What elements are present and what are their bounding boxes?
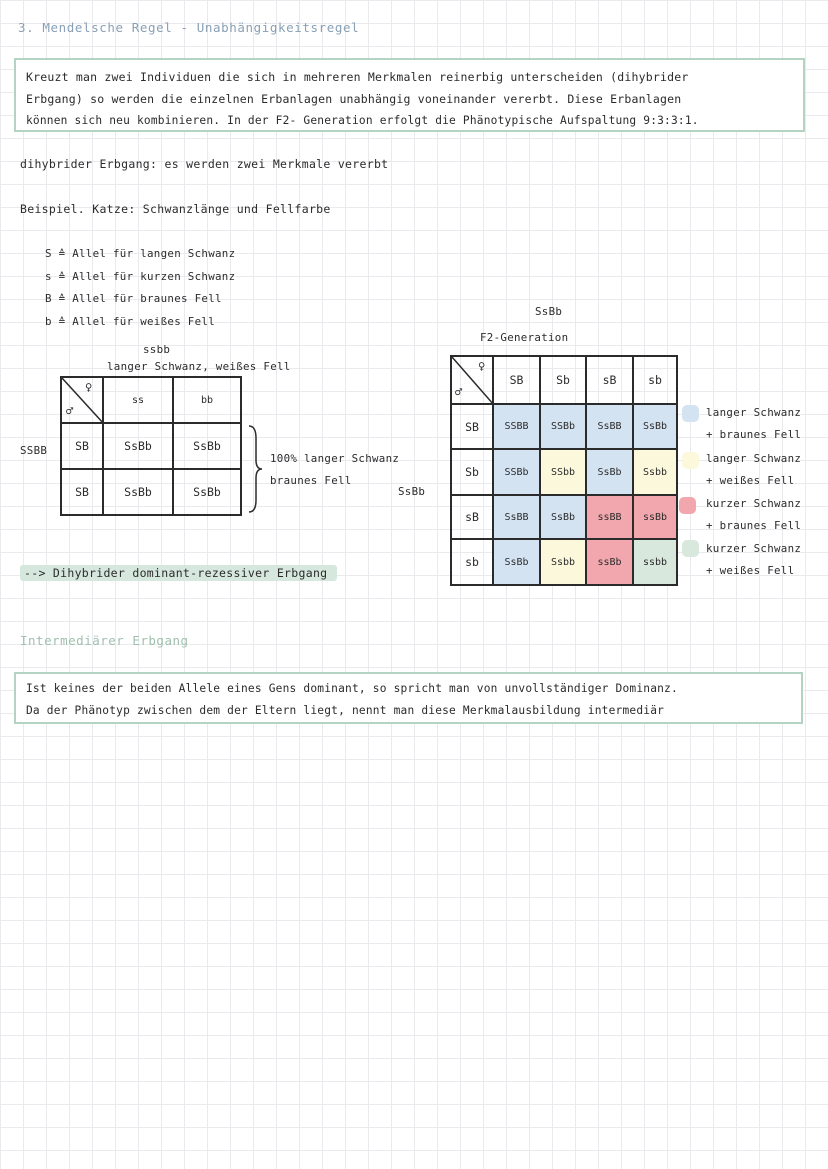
p-female-genotype: ssbb (143, 343, 171, 356)
f2-cell: SsBB (493, 495, 540, 539)
p-cell: SsBb (103, 423, 173, 469)
p-female-phenotype: langer Schwanz, weißes Fell (107, 360, 291, 373)
dominant-recessive-note (20, 566, 337, 580)
legend-entry (706, 493, 801, 537)
f2-cell: Ssbb (540, 539, 586, 585)
legend-entry (706, 402, 801, 446)
p-col-header: bb (173, 377, 241, 423)
p-corner-cell (61, 377, 103, 423)
legend-swatch-green (682, 540, 699, 557)
f2-cell: SsBb (540, 495, 586, 539)
intermediate-line-2: Da der Phänotyp zwischen dem der Eltern liegt, nennt man diese Merkmalausbildung intermediär (26, 704, 665, 717)
f2-cell: SSBb (493, 449, 540, 495)
p-result-line-2: braunes Fell (270, 474, 352, 487)
f2-cell: Ssbb (633, 449, 677, 495)
legend-entry (706, 538, 801, 582)
legend-swatch-blue (682, 405, 699, 422)
f2-parent-label: SsBb (535, 305, 563, 318)
female-symbol-icon: ♀ (478, 359, 486, 373)
f2-cell: ssbb (633, 539, 677, 585)
f2-row-header: SB (451, 404, 493, 449)
page-title: 3. Mendelsche Regel - Unabhängigkeitsregel (18, 20, 360, 35)
p-cell: SsBb (173, 423, 241, 469)
f2-side-label: SsBb (398, 485, 426, 498)
p-row-header: SB (61, 423, 103, 469)
legend-line: langer Schwanz (706, 406, 802, 419)
f2-cell: SsBB (586, 404, 633, 449)
f2-cell: SSbb (540, 449, 586, 495)
example-line: Beispiel. Katze: Schwanzlänge und Fellfarbe (20, 202, 331, 216)
legend-line: + braunes Fell (706, 428, 802, 441)
f2-col-header: SB (493, 356, 540, 404)
dihybrid-definition: dihybrider Erbgang: es werden zwei Merkmale vererbt (20, 157, 389, 171)
legend-line: kurzer Schwanz (706, 542, 802, 555)
curly-brace-icon (247, 424, 263, 514)
p-male-genotype: SSBB (20, 444, 48, 457)
intermediate-box (14, 672, 803, 724)
f2-col-header: Sb (540, 356, 586, 404)
legend-line: + weißes Fell (706, 474, 795, 487)
f2-punnett-square (450, 355, 678, 586)
p-cell: SsBb (103, 469, 173, 515)
f2-col-header: sB (586, 356, 633, 404)
allele-s: s ≙ Allel für kurzen Schwanz (45, 270, 236, 283)
f2-row-header: sb (451, 539, 493, 585)
f2-col-header: sb (633, 356, 677, 404)
legend-swatch-red (679, 497, 696, 514)
f2-cell: ssBB (586, 495, 633, 539)
legend-entry (706, 448, 801, 492)
dominant-highlight: --> Dihybrider dominant-rezessiver Erbgang (20, 565, 337, 581)
p-col-header: ss (103, 377, 173, 423)
allele-b: b ≙ Allel für weißes Fell (45, 315, 216, 328)
definition-line-1: Kreuzt man zwei Individuen die sich in mehreren Merkmalen reinerbig unterscheiden (dihybrider (26, 70, 689, 84)
p-cell: SsBb (173, 469, 241, 515)
p-result-line-1: 100% langer Schwanz (270, 452, 400, 465)
f2-cell: SSBB (493, 404, 540, 449)
intermediate-line-1: Ist keines der beiden Allele eines Gens dominant, so spricht man von unvollständiger Dominanz. (26, 682, 678, 695)
allele-S: S ≙ Allel für langen Schwanz (45, 247, 236, 260)
male-symbol-icon: ♂ (455, 385, 463, 399)
female-symbol-icon: ♀ (85, 380, 93, 394)
definition-line-2: Erbgang) so werden die einzelnen Erbanlagen unabhängig voneinander vererbt. Diese Erbanlagen (26, 92, 682, 106)
f2-cell: ssBb (586, 539, 633, 585)
legend-line: + weißes Fell (706, 564, 795, 577)
f2-row-header: Sb (451, 449, 493, 495)
legend-swatch-yellow (682, 452, 699, 469)
f2-corner-cell (451, 356, 493, 404)
f2-cell: SsBb (633, 404, 677, 449)
f2-cell: SsBb (586, 449, 633, 495)
p-cross-table (60, 376, 242, 516)
f2-cell: ssBb (633, 495, 677, 539)
definition-line-3: können sich neu kombinieren. In der F2- Generation erfolgt die Phänotypische Aufspaltung 9:3:3:1. (26, 114, 699, 127)
intermediate-heading: Intermediärer Erbgang (20, 633, 189, 648)
legend-line: langer Schwanz (706, 452, 802, 465)
f2-generation-label: F2-Generation (480, 331, 569, 344)
legend-line: kurzer Schwanz (706, 497, 802, 510)
male-symbol-icon: ♂ (66, 404, 74, 418)
legend-line: + braunes Fell (706, 519, 802, 532)
definition-box (14, 58, 805, 132)
allele-B: B ≙ Allel für braunes Fell (45, 292, 222, 305)
f2-cell: SsBb (493, 539, 540, 585)
f2-row-header: sB (451, 495, 493, 539)
p-row-header: SB (61, 469, 103, 515)
f2-cell: SSBb (540, 404, 586, 449)
